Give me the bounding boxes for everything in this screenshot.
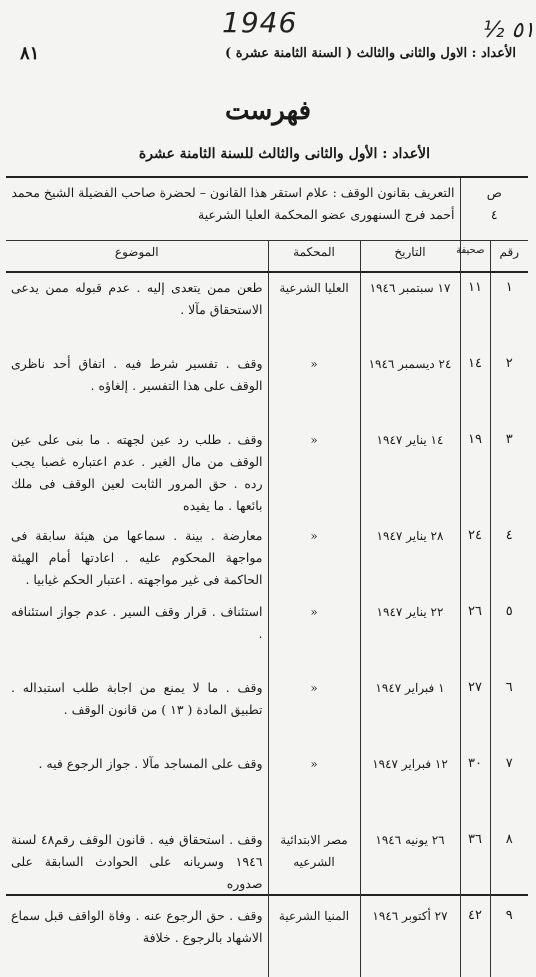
row-court: العليا الشرعية [268, 272, 360, 349]
row-number: ٥ [490, 597, 528, 673]
row-page: ٣٦ [460, 825, 490, 901]
row-court: « [268, 749, 360, 825]
row-court: « [268, 521, 360, 597]
row-court: مصر الابتدائية الشرعيه [268, 825, 360, 901]
header-text: الأعداد : الاول والثانى والثالث ( السنة الثامنة عشرة ) [225, 45, 516, 61]
table-row [6, 272, 528, 349]
col-header-date: التاريخ [360, 241, 460, 273]
table-row [6, 901, 528, 977]
intro-page-label: ص [486, 185, 502, 200]
row-date: ١٢ فبراير ١٩٤٧ [360, 749, 460, 825]
row-page: ١١ [460, 272, 490, 349]
row-court: « [268, 597, 360, 673]
row-topic: استئناف . قرار وقف السير . عدم جواز استئنافه . [11, 604, 263, 641]
handwritten-corner-note: ½ ٥١ [483, 18, 535, 43]
row-court: المنيا الشرعية [268, 901, 360, 977]
column-header-row [6, 241, 528, 273]
row-date: ٢٧ أكتوبر ١٩٤٦ [360, 901, 460, 977]
row-page: ٢٧ [460, 673, 490, 749]
row-date: ٢٨ يناير ١٩٤٧ [360, 521, 460, 597]
row-date: ٢٦ يونيه ١٩٤٦ [360, 825, 460, 901]
row-date: ١ فبراير ١٩٤٧ [360, 673, 460, 749]
row-page: ٣٠ [460, 749, 490, 825]
page-number: ٨١ [20, 42, 40, 64]
col-header-num: رقم [490, 241, 528, 273]
row-page: ١٩ [460, 425, 490, 521]
col-header-page: صحيفة [460, 241, 490, 273]
table-row [6, 673, 528, 749]
row-topic: وقف . حق الرجوع عنه . وفاة الواقف قبل سماع الاشهاد بالرجوع . خلافة [11, 908, 263, 945]
intro-page-cell [460, 178, 528, 241]
row-topic: معارضة . بينة . سماعها من هيئة سابقة فى مواجهة المحكوم عليه . اعادتها أمام الهيئة الحاكمة فى غير مواجهته . اعتبار الحكم غيابيا . [11, 528, 263, 587]
row-number: ٨ [490, 825, 528, 901]
intro-text: التعريف بقانون الوقف : علام استقر هذا القانون – لحضرة صاحب الفضيلة الشيخ محمد أحمد فرج السنهورى عضو المحكمة العليا الشرعية [6, 178, 460, 241]
table-row [6, 597, 528, 673]
row-number: ٤ [490, 521, 528, 597]
intro-row [6, 178, 528, 241]
row-date: ٢٢ يناير ١٩٤٧ [360, 597, 460, 673]
table-row [6, 749, 528, 825]
row-topic: وقف على المساجد مآلا . جواز الرجوع فيه . [38, 756, 263, 771]
row-page: ١٤ [460, 349, 490, 425]
table-row [6, 349, 528, 425]
row-number: ٩ [490, 901, 528, 977]
table-row [6, 521, 528, 597]
running-header [20, 36, 516, 70]
row-number: ٢ [490, 349, 528, 425]
row-date: ١٧ سبتمبر ١٩٤٦ [360, 272, 460, 349]
col-header-court: المحكمة [268, 241, 360, 273]
intro-page-value: ٤ [490, 207, 498, 222]
col-header-topic: الموضوع [6, 241, 268, 273]
row-page: ٤٢ [460, 901, 490, 977]
row-number: ٣ [490, 425, 528, 521]
row-topic: وقف . ما لا يمنع من اجابة طلب استبداله . تطبيق المادة ( ١٣ ) من قانون الوقف . [11, 680, 263, 717]
page-subtitle: الأعداد : الأول والثانى والثالث للسنة الثامنة عشرة [138, 146, 430, 162]
table-row [6, 425, 528, 521]
index-table-wrapper [6, 176, 528, 945]
row-number: ٦ [490, 673, 528, 749]
handwritten-year: 1946 [222, 6, 298, 39]
index-table [6, 178, 528, 977]
row-page: ٢٤ [460, 521, 490, 597]
row-topic: وقف . تفسير شرط فيه . اتفاق أحد ناظرى الوقف على هذا التفسير . إلغاؤه . [11, 356, 263, 393]
row-date: ١٤ يناير ١٩٤٧ [360, 425, 460, 521]
row-topic: طعن ممن يتعدى إليه . عدم قبوله ممن يدعى الاستحقاق مآلا . [11, 280, 263, 317]
row-topic: وقف . طلب رد عين لجهته . ما بنى على عين الوقف من مال الغير . عدم اعتباره غصبا يجب رده . حق المرور الثابت لعين الوقف فى ملك بائعها . ما يفيده [11, 432, 263, 513]
row-court: « [268, 425, 360, 521]
row-number: ٧ [490, 749, 528, 825]
row-number: ١ [490, 272, 528, 349]
table-row [6, 825, 528, 901]
row-page: ٢٦ [460, 597, 490, 673]
page-title: فهرست [224, 96, 312, 126]
row-date: ٢٤ ديسمبر ١٩٤٦ [360, 349, 460, 425]
row-court: « [268, 673, 360, 749]
row-topic: وقف . استحقاق فيه . قانون الوقف رقم٤٨ لسنة ١٩٤٦ وسريانه على الحوادث السابقة على صدوره [11, 832, 263, 891]
row-court: « [268, 349, 360, 425]
